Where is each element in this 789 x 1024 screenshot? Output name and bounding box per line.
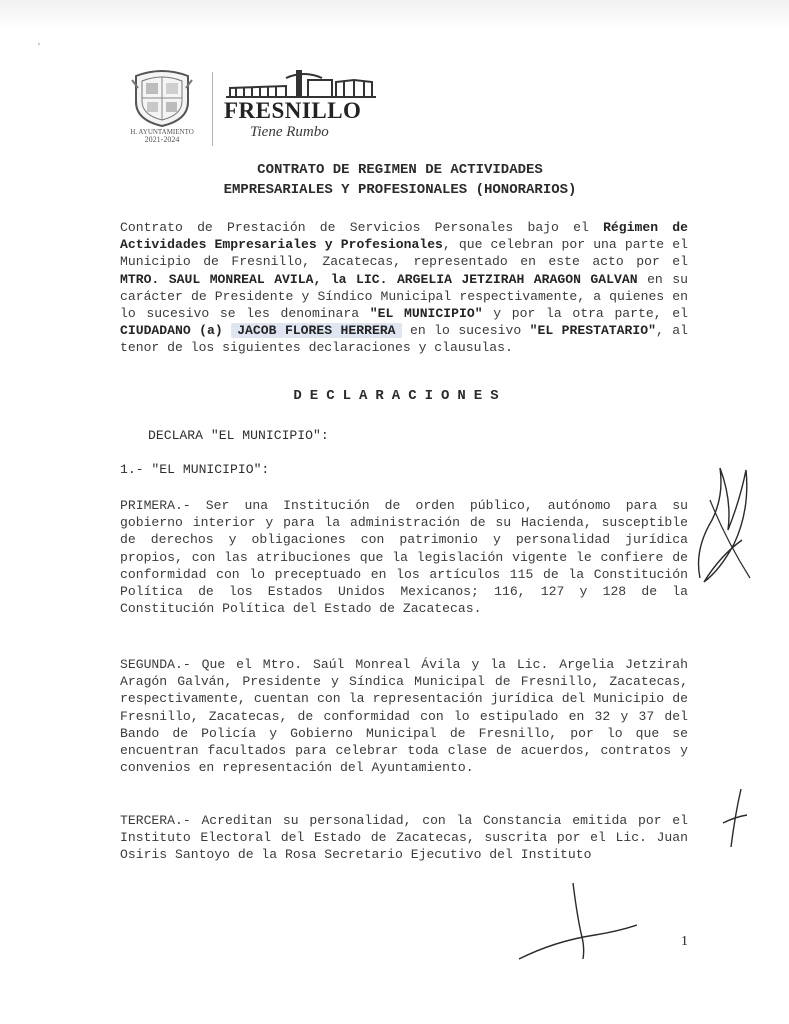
title-line-1: CONTRATO DE REGIMEN DE ACTIVIDADES: [257, 162, 543, 178]
brand-tagline: Tiene Rumbo: [250, 124, 329, 140]
signature-initials-1-icon: [690, 460, 760, 590]
skyline-icon: [226, 66, 376, 100]
intro-bold-prestatario: "EL PRESTATARIO": [529, 323, 656, 339]
intro-bold-municipio: "EL MUNICIPIO": [369, 306, 483, 322]
brand-logo: [220, 66, 390, 152]
primera-paragraph: PRIMERA.- Ser una Institución de orden público, autónomo para su gobierno interior y para la administración de su Hacienda, susceptible de derechos y obligaciones con patrimonio y personalidad jurídica propios, con las atribuciones que la legislación vigente le confiere de conformidad con lo preceptuado en los artículos 115 de la Constitución Política de los Estados Unidos Mexicanos; 116, 127 y 128 de la Constitución Política del Estado de Zacatecas.: [120, 498, 688, 617]
intro-text-2: , que celebran por una parte el Municipio de Fresnillo, Zacatecas, representado en este acto por el: [120, 237, 688, 270]
signature-initials-3-icon: [515, 875, 645, 965]
intro-text-4: y por la otra parte, el: [482, 306, 688, 322]
header-divider: [212, 72, 213, 146]
contract-title: [120, 160, 680, 200]
seal-caption-line1: H. AYUNTAMIENTO: [130, 128, 194, 136]
declara-heading: DECLARA "EL MUNICIPIO":: [148, 428, 329, 443]
intro-text-5: en lo sucesivo: [401, 323, 530, 339]
seal-caption: [120, 128, 204, 144]
intro-bold-regimen: Régimen de Actividades Empresariales y Profesionales: [120, 220, 688, 253]
intro-text-3: en su carácter de Presidente y Síndico Municipal respectivamente, a quienes en lo sucesivo se les denominara: [120, 271, 688, 322]
intro-bold-ciudadano: CIUDADANO (a): [120, 323, 223, 339]
tercera-paragraph: TERCERA.- Acreditan su personalidad, con la Constancia emitida por el Instituto Electoral del Estado de Zacatecas, suscrita por el Lic. Juan Osiris Santoyo de la Rosa Secretario Ejecutivo del Instituto: [120, 813, 688, 863]
intro-paragraph: [120, 219, 688, 357]
intro-bold-officials: MTRO. SAUL MONREAL AVILA, la LIC. ARGELIA JETZIRAH ARAGON GALVAN: [120, 271, 638, 287]
page-number: 1: [681, 934, 688, 949]
signature-initials-2-icon: [715, 785, 755, 855]
intro-text-6: , al tenor de los siguientes declaraciones y clausulas.: [120, 323, 688, 356]
title-line-2: EMPRESARIALES Y PROFESIONALES (HONORARIOS): [223, 182, 577, 198]
letterhead: [120, 66, 390, 152]
brand-name: FRESNILLO: [224, 98, 362, 123]
intro-text-1: Contrato de Prestación de Servicios Personales bajo el: [120, 220, 604, 235]
seal-caption-years: 2021-2024: [144, 135, 180, 144]
municipal-seal-icon: [130, 68, 194, 128]
segunda-paragraph: SEGUNDA.- Que el Mtro. Saúl Monreal Ávila y la Lic. Argelia Jetzirah Aragón Galván, Presidente y Síndica Municipal de Fresnillo, Zacatecas, respectivamente, cuentan con la representación jurídica del Municipio de Fresnillo, Zacatecas, de conformidad con lo estipulado en 32 y 37 del Bando de Policía y Gobierno Municipal de Fresnillo, por lo que se encuentran facultados para celebrar toda clase de acuerdos, contratos y convenios en representación del Ayuntamiento.: [120, 657, 688, 776]
scan-mark: ′: [38, 42, 41, 53]
declaraciones-heading: DECLARACIONES: [293, 388, 507, 404]
contractor-name-field[interactable]: JACOB FLORES HERRERA: [231, 323, 401, 338]
scan-top-band: [0, 0, 789, 30]
section-1-heading: 1.- "EL MUNICIPIO":: [120, 462, 270, 477]
